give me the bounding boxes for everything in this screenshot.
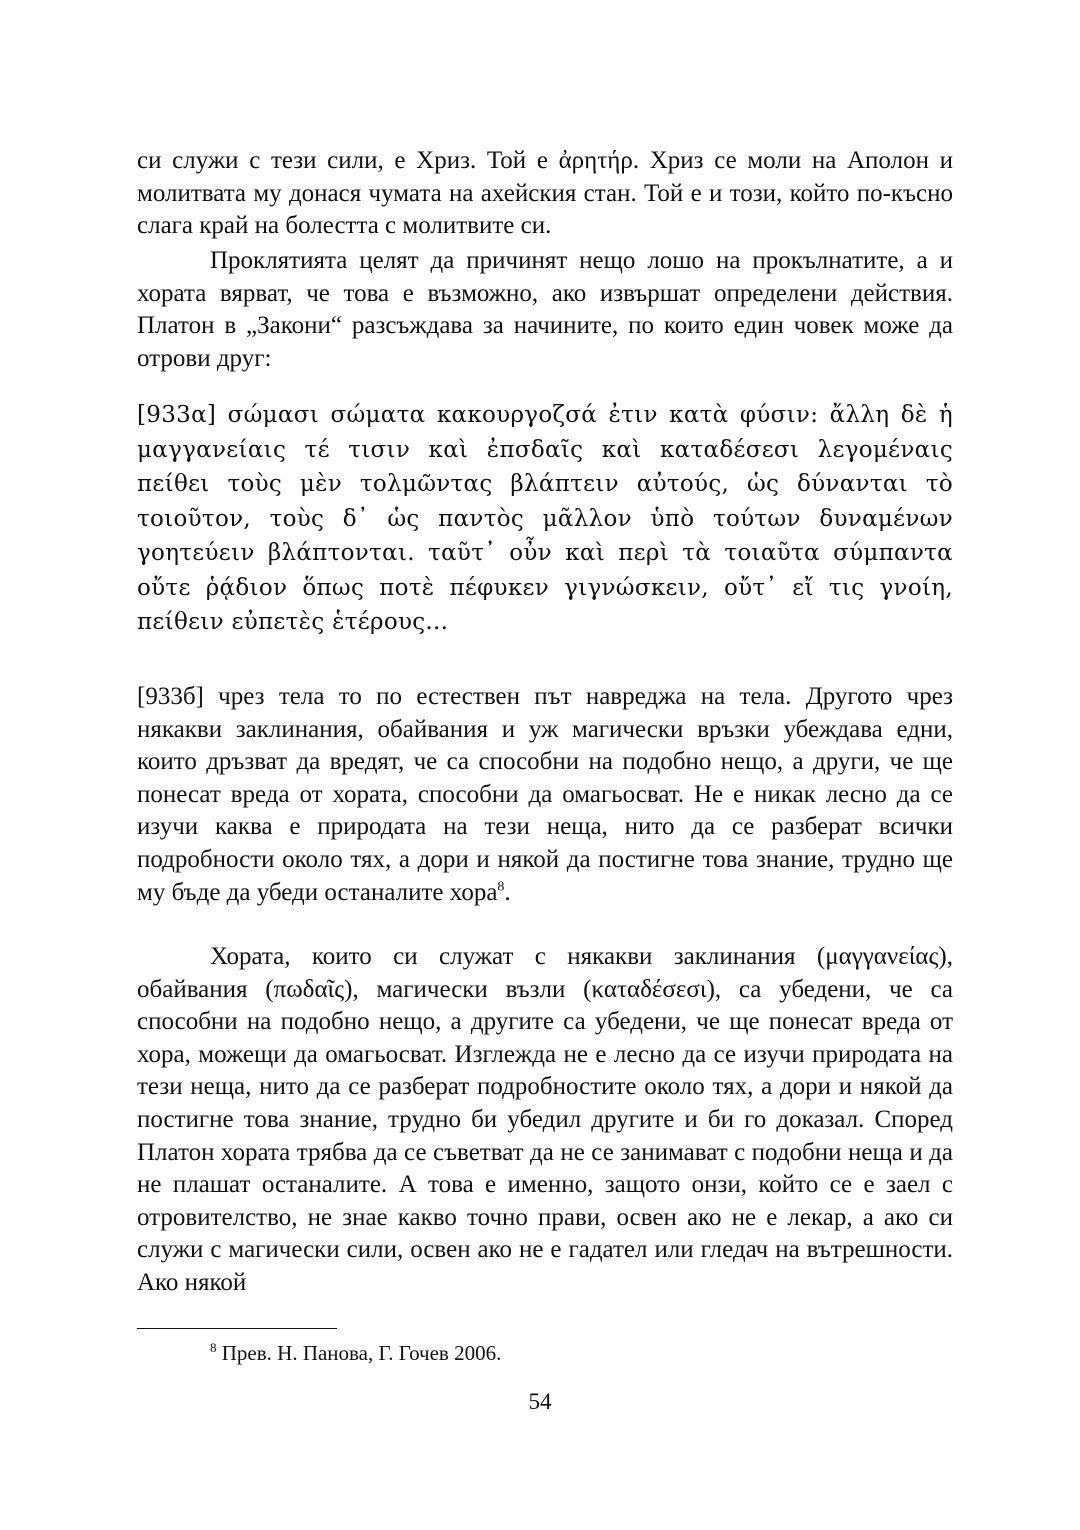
paragraph-people-text: Хората, които си служат с някакви заклинания (μαγγανείας), обайвания (πωδαῖς), магически възли (καταδέσεσι), са убедени, че са способни на подобно нещо, а другите са убедени, че ще понесат вреда от хора, можещи да омагьосват. Изглежда не е лесно да се изучи природата на тези неща, нито да се разберат подробностите около тях, а дори и някой да постигне това знание, трудно би убедил другите и би го доказал. Според Платон хората трябва да се съветват да не се занимават с подобни неща и да не плашат останалите. А това е именно, защото онзи, който се е заел с отровителство, не знае какво точно прави, освен ако не е лекар, а ако си служи с магически сили, освен ако не е гадател или гледач на вътрешности. Ако някой: [137, 943, 953, 1296]
footnote-text: Прев. Н. Панова, Г. Гочев 2006.: [216, 1341, 502, 1365]
paragraph-curses: [137, 245, 953, 375]
paragraph-curses-text: Проклятията целят да причинят нещо лошо на прокълнатите, а и хората вярват, че това е възможно, ако извършат определени действия. Платон в „Закони“ разсъждава за начините, по които един човек може да отрови друг:: [137, 247, 953, 372]
paragraph-intro-text: си служи с тези сили, е Хриз. Той е ἀρητήρ. Хриз се моли на Аполон и молитвата му донася чумата на ахейския стан. Той е и този, който по-късно слага край на болестта с молитвите си.: [137, 147, 953, 240]
footnote-divider: [137, 1328, 337, 1329]
translation-end: .: [504, 878, 511, 906]
paragraph-intro: [137, 145, 953, 243]
footnote: [210, 1340, 501, 1366]
translation-paragraph: [137, 681, 953, 909]
greek-quotation: [137, 398, 953, 640]
footnote-number: 8: [210, 1340, 217, 1355]
translation-text: [933б] чрез тела то по естествен път навреджа на тела. Другото чрез някакви заклинания, обайвания и уж магически връзки убеждава едни, които дръзват да вредят, че са способни на подобно нещо, а други, че ще понесат вреда от хората, способни да омагьосват. Не е никак лесно да се изучи каква е природата на тези неща, нито да се разберат всички подробности около тях, а дори и някой да постигне това знание, трудно ще му бъде да убеди останалите хора: [137, 683, 953, 906]
paragraph-people: [137, 941, 953, 1300]
footnote-reference: 8: [497, 879, 505, 895]
page-number: 54: [528, 1389, 552, 1414]
greek-quotation-text: [933α] σώμασι σώματα κακουργοζσά ἐτιν κατὰ φύσιν: ἄλλη δὲ ἡ μαγγανείαις τέ τισιν καὶ ἐπσδαῖς καὶ καταδέσεσι λεγομέναις πείθει τοὺς μὲν τολμῶντας βλάπτειν αὐτούς, ὡς δύνανται τὸ τοιοῦτον, τοὺς δ᾽ ὡς παντὸς μᾶλλον ὑπὸ τούτων δυναμένων γοητεύειν βλάπτονται. ταῦτ᾽ οὖν καὶ περὶ τὰ τοιαῦτα σύμπαντα οὔτε ῥᾴδιον ὅπως ποτὲ πέφυκεν γιγνώσκειν, οὔτ᾽ εἴ τις γνοίη, πείθειν εὐπετὲς ἑτέρους...: [137, 402, 953, 635]
translation-text-wrapper: [137, 681, 953, 909]
